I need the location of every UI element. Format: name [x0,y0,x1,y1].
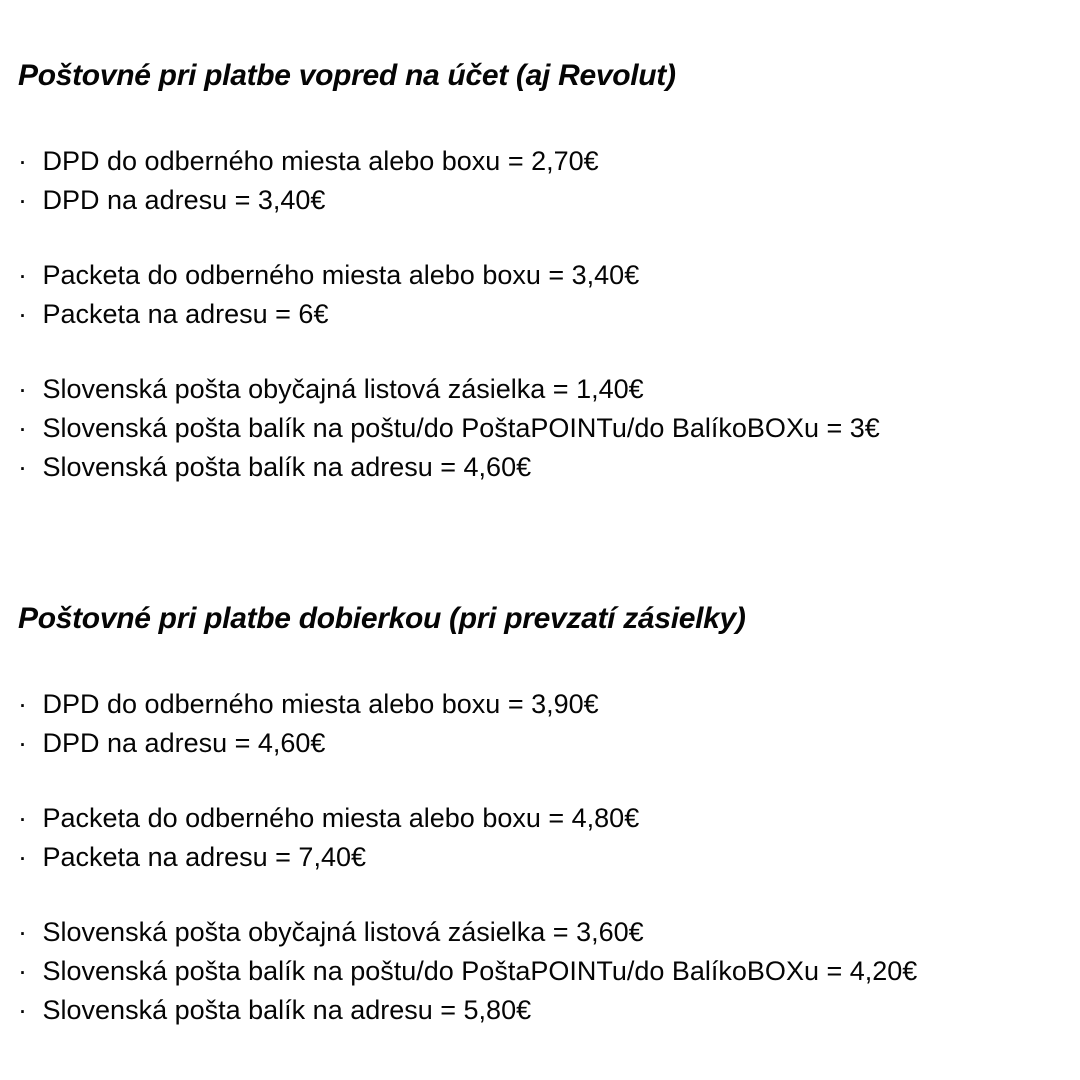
price-line [18,838,1060,877]
bullet-icon: · [18,728,27,758]
price-line [18,256,1060,295]
price-group [18,256,1060,334]
price-line-text: DPD na adresu = 3,40€ [42,185,326,215]
price-line [18,952,1060,991]
price-line-text: Slovenská pošta balík na poštu/do PoštaPOINTu/do BalíkoBOXu = 3€ [42,413,880,443]
price-groups [18,142,1060,487]
bullet-icon: · [18,185,27,215]
bullet-icon: · [18,995,27,1025]
bullet-icon: · [18,689,27,719]
price-group [18,913,1060,1030]
price-group [18,685,1060,763]
bullet-icon: · [18,413,27,443]
price-line [18,685,1060,724]
price-line [18,181,1060,220]
price-line-text: Slovenská pošta balík na poštu/do PoštaPOINTu/do BalíkoBOXu = 4,20€ [42,956,918,986]
price-line [18,448,1060,487]
bullet-icon: · [18,452,27,482]
price-line-text: Slovenská pošta obyčajná listová zásielka = 3,60€ [42,917,644,947]
shipping-section [18,56,1060,487]
price-line-text: Packeta na adresu = 7,40€ [42,842,367,872]
price-line-text: Slovenská pošta balík na adresu = 4,60€ [42,452,532,482]
price-line-text: DPD do odberného miesta alebo boxu = 2,70€ [42,146,599,176]
price-line [18,142,1060,181]
price-line [18,409,1060,448]
bullet-icon: · [18,146,27,176]
price-line [18,991,1060,1030]
section-heading: Poštovné pri platbe vopred na účet (aj Revolut) [18,59,676,92]
price-line [18,295,1060,334]
bullet-icon: · [18,374,27,404]
price-line-text: DPD na adresu = 4,60€ [42,728,326,758]
shipping-section [18,599,1060,1030]
price-groups [18,685,1060,1030]
price-line-text: Slovenská pošta obyčajná listová zásielka = 1,40€ [42,374,644,404]
price-line-text: Packeta do odberného miesta alebo boxu = 4,80€ [42,803,640,833]
bullet-icon: · [18,260,27,290]
section-heading: Poštovné pri platbe dobierkou (pri prevzatí zásielky) [18,602,746,635]
bullet-icon: · [18,803,27,833]
price-line-text: Packeta do odberného miesta alebo boxu = 3,40€ [42,260,640,290]
price-line [18,724,1060,763]
bullet-icon: · [18,917,27,947]
price-line [18,370,1060,409]
price-group [18,799,1060,877]
price-line-text: Slovenská pošta balík na adresu = 5,80€ [42,995,532,1025]
price-line-text: Packeta na adresu = 6€ [42,299,329,329]
bullet-icon: · [18,956,27,986]
price-line [18,799,1060,838]
bullet-icon: · [18,299,27,329]
price-group [18,142,1060,220]
price-line-text: DPD do odberného miesta alebo boxu = 3,90€ [42,689,599,719]
price-group [18,370,1060,487]
price-line [18,913,1060,952]
bullet-icon: · [18,842,27,872]
